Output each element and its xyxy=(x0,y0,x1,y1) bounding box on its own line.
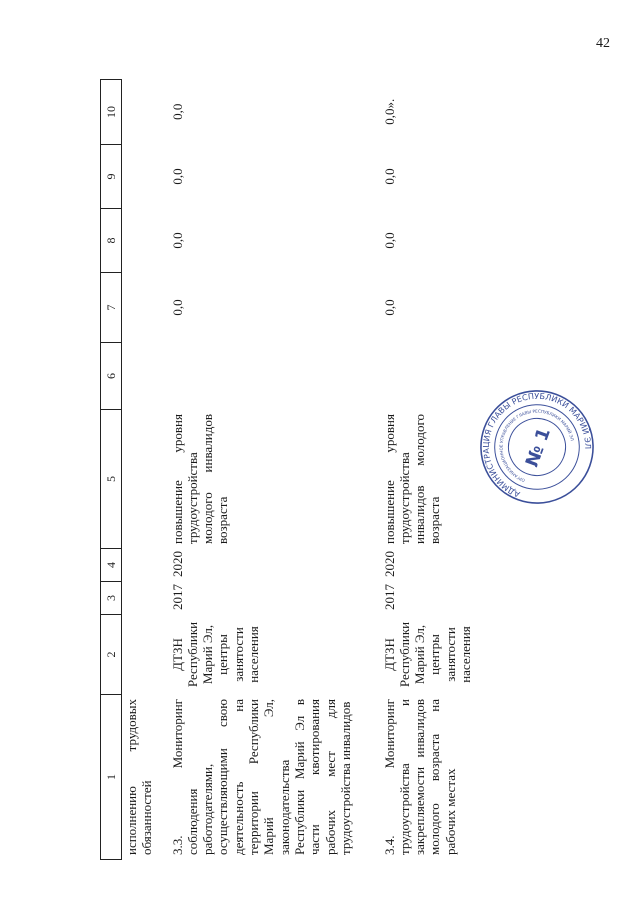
column-header: 7 xyxy=(101,273,122,343)
measure-cell: исполнению трудовых обязанностей xyxy=(124,699,155,855)
executor-cell: ДТЗН Республики Марий Эл, центры занятости населения xyxy=(381,621,474,688)
value-cell xyxy=(122,209,168,273)
value-cell: 0,0 xyxy=(169,299,185,316)
measure-cell: 3.3. Мониторинг соблюдения работодателями, осуществляющими свою деятельность на территории Республики Марий Эл, законодательства Республики Марий Эл в части квотирования рабочих мест для трудоустройства инвалидов xyxy=(169,699,354,855)
page-number: 42 xyxy=(596,36,610,51)
value-cell xyxy=(380,343,490,410)
end-year-cell: 2020 xyxy=(381,551,397,577)
column-header: 8 xyxy=(101,209,122,273)
value-cell: 0,0 xyxy=(169,232,185,249)
executor-cell: ДТЗН Республики Марий Эл, центры занятости населения xyxy=(169,621,262,688)
end-year-cell: 2020 xyxy=(169,551,185,577)
seal-outer-text: АДМИНИСТРАЦИЯ ГЛАВЫ РЕСПУБЛИКИ МАРИЙ ЭЛ xyxy=(481,391,593,499)
seal-number: № 1 xyxy=(522,425,555,470)
table-row xyxy=(380,80,490,860)
column-header: 1 xyxy=(101,695,122,860)
column-header: 4 xyxy=(101,549,122,582)
result-cell: повышение уровня трудоустройства инвалидов молодого возраста xyxy=(381,414,443,544)
value-cell: 0,0». xyxy=(381,98,397,125)
start-year-cell: 2017 xyxy=(169,584,185,610)
column-header: 2 xyxy=(101,615,122,695)
table-row xyxy=(168,80,380,860)
value-cell: 0,0 xyxy=(169,103,185,120)
value-cell: 0,0 xyxy=(169,168,185,185)
value-cell: 0,0 xyxy=(381,168,397,185)
start-year-cell xyxy=(122,582,168,615)
end-year-cell xyxy=(122,549,168,582)
column-header: 3 xyxy=(101,582,122,615)
value-cell: 0,0 xyxy=(381,299,397,316)
value-cell xyxy=(122,273,168,343)
result-cell: повышение уровня трудоустройства молодого инвалидов возраста xyxy=(169,414,231,544)
seal-inner-text: ОРГАНИЗАЦИОННОЕ УПРАВЛЕНИЕ ГЛАВЫ РЕСПУБЛИКИ МАРИЙ ЭЛ xyxy=(498,408,575,484)
measure-cell: 3.4. Мониторинг трудоустройства и закрепляемости инвалидов молодого возраста на рабочих местах xyxy=(381,699,458,855)
value-cell xyxy=(122,343,168,410)
table-row xyxy=(122,80,168,860)
start-year-cell: 2017 xyxy=(381,584,397,610)
official-seal xyxy=(478,388,596,506)
value-cell xyxy=(168,343,380,410)
column-header: 10 xyxy=(101,80,122,145)
column-header: 9 xyxy=(101,145,122,209)
column-header: 6 xyxy=(101,343,122,410)
value-cell: 0,0 xyxy=(381,232,397,249)
column-header-row xyxy=(101,80,122,860)
value-cell xyxy=(122,80,168,145)
value-cell xyxy=(122,145,168,209)
executor-cell xyxy=(122,615,168,695)
column-header: 5 xyxy=(101,410,122,549)
result-cell xyxy=(122,410,168,549)
